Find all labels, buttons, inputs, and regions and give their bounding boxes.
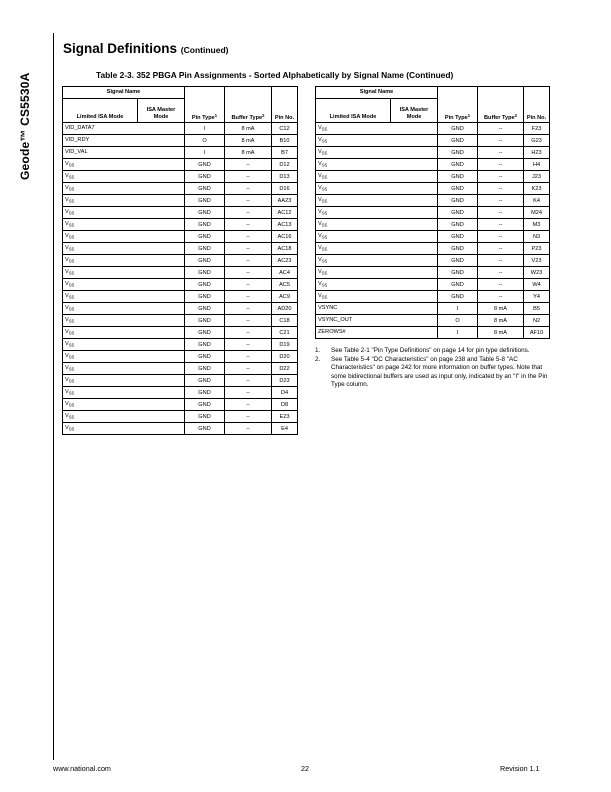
section-continued: (Continued) bbox=[180, 45, 229, 55]
pin-type-cell: GND bbox=[185, 375, 225, 387]
buffer-type-cell: -- bbox=[478, 159, 524, 171]
signal-name-cell: $V_{SS}$ bbox=[63, 399, 185, 411]
table-row bbox=[316, 291, 550, 303]
buffer-type-cell: -- bbox=[225, 171, 272, 183]
table-row bbox=[63, 375, 298, 387]
buffer-type-cell: -- bbox=[478, 147, 524, 159]
table-row bbox=[63, 255, 298, 267]
signal-name-cell: $V_{SS}$ bbox=[63, 243, 185, 255]
buffer-type-cell: 8 mA bbox=[478, 327, 524, 339]
buffer-type-cell: -- bbox=[225, 399, 272, 411]
pin-no-cell: AC23 bbox=[272, 255, 298, 267]
table-row bbox=[316, 147, 550, 159]
signal-name-cell: $V_{SS}$ bbox=[63, 351, 185, 363]
table-row bbox=[63, 327, 298, 339]
pin-no-cell: H23 bbox=[524, 147, 550, 159]
pin-type-cell: O bbox=[185, 135, 225, 147]
pin-type-cell: GND bbox=[438, 159, 478, 171]
buffer-type-cell: -- bbox=[225, 315, 272, 327]
pin-type-cell: GND bbox=[438, 291, 478, 303]
isa-master-header: ISA Master Mode bbox=[138, 99, 185, 123]
table-row bbox=[316, 183, 550, 195]
signal-name-cell: $V_{SS}$ bbox=[316, 183, 438, 195]
pin-type-cell: GND bbox=[185, 315, 225, 327]
pin-type-cell: GND bbox=[185, 291, 225, 303]
pin-type-cell: GND bbox=[438, 279, 478, 291]
table-row bbox=[63, 411, 298, 423]
pin-type-cell: I bbox=[185, 147, 225, 159]
signal-name-cell: $V_{SS}$ bbox=[63, 231, 185, 243]
pin-type-header: Pin Type$^1$ bbox=[438, 87, 478, 123]
buffer-type-cell: -- bbox=[478, 267, 524, 279]
isa-master-header: ISA Master Mode bbox=[391, 99, 438, 123]
table-row bbox=[63, 423, 298, 435]
pin-no-cell: D8 bbox=[272, 399, 298, 411]
table-notes bbox=[315, 347, 551, 390]
pin-type-cell: GND bbox=[185, 411, 225, 423]
pin-no-cell: E23 bbox=[272, 411, 298, 423]
pin-no-cell: G23 bbox=[524, 135, 550, 147]
pin-no-cell: AD20 bbox=[272, 303, 298, 315]
table-row bbox=[63, 315, 298, 327]
buffer-type-cell: -- bbox=[478, 255, 524, 267]
pin-no-cell: AC12 bbox=[272, 207, 298, 219]
buffer-type-cell: -- bbox=[478, 231, 524, 243]
table-row bbox=[316, 255, 550, 267]
pin-type-cell: GND bbox=[185, 279, 225, 291]
buffer-type-cell: -- bbox=[225, 255, 272, 267]
pin-type-cell: GND bbox=[185, 267, 225, 279]
pin-type-cell: GND bbox=[185, 423, 225, 435]
pin-type-cell: GND bbox=[438, 171, 478, 183]
pin-no-cell: D20 bbox=[272, 351, 298, 363]
pin-no-cell: C12 bbox=[272, 123, 298, 135]
table-row bbox=[63, 399, 298, 411]
buffer-type-cell: -- bbox=[225, 159, 272, 171]
buffer-type-header: Buffer Type$^2$ bbox=[478, 87, 524, 123]
pin-type-cell: GND bbox=[438, 267, 478, 279]
pin-type-cell: GND bbox=[438, 231, 478, 243]
signal-name-cell: $V_{SS}$ bbox=[63, 195, 185, 207]
table-row bbox=[316, 279, 550, 291]
buffer-type-cell: -- bbox=[225, 423, 272, 435]
buffer-type-cell: -- bbox=[225, 279, 272, 291]
pin-no-cell: B5 bbox=[524, 303, 550, 315]
signal-name-cell: VSYNC bbox=[316, 303, 438, 315]
limited-isa-header: Limited ISA Mode bbox=[63, 99, 138, 123]
pin-type-cell: GND bbox=[438, 195, 478, 207]
buffer-type-cell: -- bbox=[225, 339, 272, 351]
pin-type-cell: GND bbox=[438, 255, 478, 267]
revision: Revision 1.1 bbox=[500, 764, 540, 773]
signal-name-cell: $V_{SS}$ bbox=[316, 231, 438, 243]
table-caption: Table 2-3. 352 PBGA Pin Assignments - Sorted Alphabetically by Signal Name (Continued) bbox=[96, 70, 454, 80]
table-row bbox=[63, 219, 298, 231]
pin-no-cell: AC18 bbox=[272, 243, 298, 255]
signal-name-cell: $V_{SS}$ bbox=[63, 159, 185, 171]
pin-no-cell: N2 bbox=[524, 315, 550, 327]
pin-no-cell: AC5 bbox=[272, 279, 298, 291]
pin-no-cell: D22 bbox=[272, 363, 298, 375]
signal-name-cell: $V_{SS}$ bbox=[316, 219, 438, 231]
signal-name-cell: $V_{SS}$ bbox=[316, 267, 438, 279]
table-row bbox=[63, 171, 298, 183]
note-2: 2. See Table 5-4 "DC Characteristics" on page 238 and Table 5-8 "AC Characteristics" on page 242 for more information on buffer types. Note that some bidirectional buffers are used as input only, indicated by an "I" in the Pin Type column. bbox=[315, 356, 548, 388]
signal-name-header: Signal Name bbox=[63, 87, 185, 99]
buffer-type-cell: -- bbox=[478, 195, 524, 207]
buffer-type-cell: -- bbox=[225, 267, 272, 279]
pin-type-cell: GND bbox=[438, 147, 478, 159]
signal-name-cell: $V_{SS}$ bbox=[316, 171, 438, 183]
pin-type-cell: GND bbox=[185, 399, 225, 411]
table-row bbox=[316, 195, 550, 207]
pin-type-cell: I bbox=[438, 303, 478, 315]
table-row bbox=[63, 243, 298, 255]
table-row bbox=[63, 291, 298, 303]
pin-type-cell: O bbox=[438, 315, 478, 327]
pin-type-cell: GND bbox=[438, 207, 478, 219]
table-row bbox=[63, 231, 298, 243]
pin-table-right bbox=[315, 86, 550, 339]
buffer-type-cell: -- bbox=[225, 207, 272, 219]
table-row bbox=[63, 363, 298, 375]
pin-table-left-body bbox=[63, 123, 298, 435]
buffer-type-cell: -- bbox=[225, 327, 272, 339]
table-row bbox=[316, 219, 550, 231]
buffer-type-cell: -- bbox=[225, 363, 272, 375]
pin-type-cell: GND bbox=[185, 303, 225, 315]
pin-no-cell: H4 bbox=[524, 159, 550, 171]
signal-name-cell: $V_{SS}$ bbox=[63, 375, 185, 387]
pin-no-cell: AA23 bbox=[272, 195, 298, 207]
table-row bbox=[316, 159, 550, 171]
pin-no-cell: AF10 bbox=[524, 327, 550, 339]
signal-name-cell: $V_{SS}$ bbox=[63, 279, 185, 291]
pin-no-cell: D19 bbox=[272, 339, 298, 351]
buffer-type-cell: -- bbox=[225, 195, 272, 207]
pin-no-cell: D16 bbox=[272, 183, 298, 195]
footer-url: www.national.com bbox=[53, 764, 111, 773]
page-number: 22 bbox=[301, 764, 309, 773]
table-row bbox=[316, 303, 550, 315]
table-row bbox=[316, 171, 550, 183]
buffer-type-cell: -- bbox=[478, 123, 524, 135]
buffer-type-cell: -- bbox=[478, 207, 524, 219]
signal-name-cell: VSYNC_OUT bbox=[316, 315, 438, 327]
pin-no-cell: W4 bbox=[524, 279, 550, 291]
pin-type-cell: GND bbox=[185, 339, 225, 351]
signal-name-header: Signal Name bbox=[316, 87, 438, 99]
pin-no-cell: E4 bbox=[272, 423, 298, 435]
pin-type-cell: GND bbox=[438, 135, 478, 147]
pin-no-cell: F23 bbox=[524, 123, 550, 135]
signal-name-cell: $V_{SS}$ bbox=[316, 147, 438, 159]
buffer-type-cell: -- bbox=[225, 219, 272, 231]
pin-type-cell: GND bbox=[185, 255, 225, 267]
pin-type-cell: GND bbox=[185, 231, 225, 243]
buffer-type-cell: -- bbox=[225, 375, 272, 387]
signal-name-cell: $V_{SS}$ bbox=[316, 207, 438, 219]
buffer-type-cell: -- bbox=[478, 171, 524, 183]
pin-no-cell: V23 bbox=[524, 255, 550, 267]
signal-name-cell: $V_{SS}$ bbox=[316, 291, 438, 303]
table-row bbox=[63, 303, 298, 315]
signal-name-cell: $V_{SS}$ bbox=[63, 207, 185, 219]
section-title bbox=[63, 41, 228, 56]
signal-name-cell: VID_DATA7 bbox=[63, 123, 185, 135]
pin-no-cell: C18 bbox=[272, 315, 298, 327]
buffer-type-cell: -- bbox=[225, 231, 272, 243]
buffer-type-cell: -- bbox=[478, 291, 524, 303]
pin-type-cell: GND bbox=[185, 159, 225, 171]
table-row bbox=[316, 243, 550, 255]
pin-type-cell: GND bbox=[438, 243, 478, 255]
table-row bbox=[63, 147, 298, 159]
buffer-type-cell: 8 mA bbox=[225, 123, 272, 135]
table-row bbox=[63, 279, 298, 291]
pin-no-cell: AC4 bbox=[272, 267, 298, 279]
table-row bbox=[316, 327, 550, 339]
pin-no-cell: D23 bbox=[272, 375, 298, 387]
pin-no-cell: B7 bbox=[272, 147, 298, 159]
pin-no-cell: D13 bbox=[272, 171, 298, 183]
buffer-type-cell: -- bbox=[478, 279, 524, 291]
buffer-type-cell: -- bbox=[225, 387, 272, 399]
buffer-type-cell: -- bbox=[478, 135, 524, 147]
buffer-type-header: Buffer Type$^2$ bbox=[225, 87, 272, 123]
pin-no-cell: Y4 bbox=[524, 291, 550, 303]
table-row bbox=[316, 123, 550, 135]
table-row bbox=[63, 135, 298, 147]
pin-type-cell: GND bbox=[185, 387, 225, 399]
pin-no-cell: J23 bbox=[524, 171, 550, 183]
pin-type-cell: GND bbox=[438, 183, 478, 195]
buffer-type-cell: -- bbox=[225, 411, 272, 423]
signal-name-cell: ZEROWS# bbox=[316, 327, 438, 339]
pin-type-cell: GND bbox=[185, 327, 225, 339]
pin-type-cell: GND bbox=[185, 171, 225, 183]
pin-no-cell: D12 bbox=[272, 159, 298, 171]
signal-name-cell: $V_{SS}$ bbox=[63, 387, 185, 399]
pin-table-right-body bbox=[316, 123, 550, 339]
signal-name-cell: $V_{SS}$ bbox=[63, 171, 185, 183]
pin-type-cell: GND bbox=[185, 351, 225, 363]
buffer-type-cell: -- bbox=[478, 183, 524, 195]
pin-type-cell: I bbox=[438, 327, 478, 339]
table-row bbox=[63, 351, 298, 363]
signal-name-cell: $V_{SS}$ bbox=[63, 219, 185, 231]
table-row bbox=[316, 267, 550, 279]
signal-name-cell: $V_{SS}$ bbox=[63, 303, 185, 315]
table-row bbox=[63, 123, 298, 135]
signal-name-cell: $V_{SS}$ bbox=[63, 423, 185, 435]
pin-type-cell: GND bbox=[185, 243, 225, 255]
pin-type-cell: GND bbox=[185, 219, 225, 231]
signal-name-cell: $V_{SS}$ bbox=[63, 267, 185, 279]
signal-name-cell: $V_{SS}$ bbox=[63, 255, 185, 267]
pin-type-cell: GND bbox=[185, 207, 225, 219]
buffer-type-cell: -- bbox=[225, 351, 272, 363]
pin-no-cell: M3 bbox=[524, 219, 550, 231]
note-1: 1. See Table 2-1 "Pin Type Definitions" on page 14 for pin type definitions. bbox=[315, 347, 530, 354]
pin-no-cell: P23 bbox=[524, 243, 550, 255]
margin-rule bbox=[53, 33, 54, 760]
pin-type-cell: GND bbox=[438, 219, 478, 231]
signal-name-cell: $V_{SS}$ bbox=[316, 255, 438, 267]
buffer-type-cell: 8 mA bbox=[225, 147, 272, 159]
buffer-type-cell: 8 mA bbox=[478, 315, 524, 327]
table-row bbox=[63, 195, 298, 207]
signal-name-cell: $V_{SS}$ bbox=[63, 327, 185, 339]
buffer-type-cell: 8 mA bbox=[225, 135, 272, 147]
buffer-type-cell: -- bbox=[225, 291, 272, 303]
pin-no-cell: AC9 bbox=[272, 291, 298, 303]
pin-type-cell: GND bbox=[185, 183, 225, 195]
table-row bbox=[63, 267, 298, 279]
signal-name-cell: $V_{SS}$ bbox=[316, 195, 438, 207]
signal-name-cell: VID_VAL bbox=[63, 147, 185, 159]
signal-name-cell: $V_{SS}$ bbox=[316, 279, 438, 291]
pin-no-cell: K23 bbox=[524, 183, 550, 195]
signal-name-cell: $V_{SS}$ bbox=[63, 315, 185, 327]
pin-no-cell: K4 bbox=[524, 195, 550, 207]
table-row bbox=[316, 207, 550, 219]
buffer-type-cell: -- bbox=[478, 219, 524, 231]
pin-no-header: Pin No. bbox=[272, 87, 298, 123]
table-row bbox=[63, 159, 298, 171]
pin-no-cell: AC16 bbox=[272, 231, 298, 243]
buffer-type-cell: -- bbox=[478, 243, 524, 255]
pin-type-cell: GND bbox=[185, 363, 225, 375]
pin-no-cell: N3 bbox=[524, 231, 550, 243]
table-row bbox=[63, 387, 298, 399]
buffer-type-cell: -- bbox=[225, 243, 272, 255]
table-row bbox=[316, 231, 550, 243]
signal-name-cell: $V_{SS}$ bbox=[316, 243, 438, 255]
section-title-text: Signal Definitions bbox=[63, 41, 178, 56]
signal-name-cell: $V_{SS}$ bbox=[316, 159, 438, 171]
table-row bbox=[63, 339, 298, 351]
signal-name-cell: VID_RDY bbox=[63, 135, 185, 147]
signal-name-cell: $V_{SS}$ bbox=[316, 123, 438, 135]
buffer-type-cell: -- bbox=[225, 183, 272, 195]
pin-no-header: Pin No. bbox=[524, 87, 550, 123]
pin-type-header: Pin Type$^1$ bbox=[185, 87, 225, 123]
signal-name-cell: $V_{SS}$ bbox=[63, 291, 185, 303]
table-row bbox=[63, 207, 298, 219]
pin-type-cell: I bbox=[185, 123, 225, 135]
signal-name-cell: $V_{SS}$ bbox=[63, 183, 185, 195]
table-row bbox=[63, 183, 298, 195]
signal-name-cell: $V_{SS}$ bbox=[316, 135, 438, 147]
limited-isa-header: Limited ISA Mode bbox=[316, 99, 391, 123]
pin-no-cell: W23 bbox=[524, 267, 550, 279]
buffer-type-cell: 8 mA bbox=[478, 303, 524, 315]
pin-no-cell: B10 bbox=[272, 135, 298, 147]
pin-type-cell: GND bbox=[185, 195, 225, 207]
signal-name-cell: $V_{SS}$ bbox=[63, 411, 185, 423]
pin-no-cell: AC13 bbox=[272, 219, 298, 231]
pin-no-cell: D4 bbox=[272, 387, 298, 399]
signal-name-cell: $V_{SS}$ bbox=[63, 363, 185, 375]
table-row bbox=[316, 135, 550, 147]
pin-type-cell: GND bbox=[438, 123, 478, 135]
table-row bbox=[316, 315, 550, 327]
signal-name-cell: $V_{SS}$ bbox=[63, 339, 185, 351]
pin-no-cell: M24 bbox=[524, 207, 550, 219]
side-title: Geode™ CS5530A bbox=[18, 72, 32, 180]
pin-no-cell: C21 bbox=[272, 327, 298, 339]
buffer-type-cell: -- bbox=[225, 303, 272, 315]
pin-table-left bbox=[62, 86, 298, 435]
